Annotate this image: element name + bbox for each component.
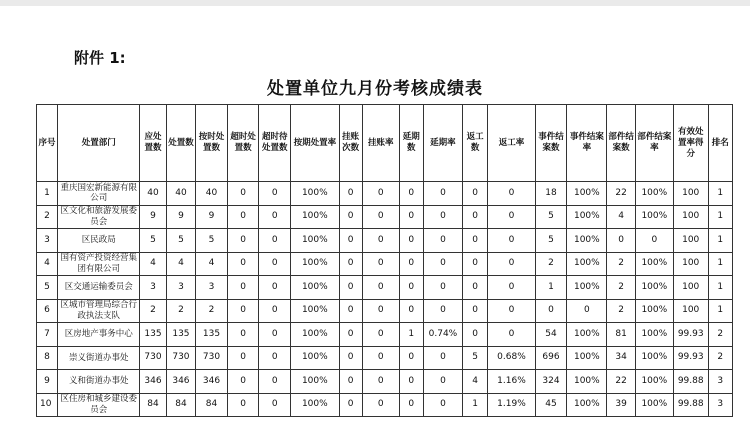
- table-cell: 100%: [567, 252, 607, 276]
- table-header-row: [37, 105, 733, 182]
- table-cell: 1: [37, 182, 58, 206]
- table-cell: 0: [362, 252, 399, 276]
- table-cell: 4: [607, 205, 635, 229]
- table-cell: 0: [488, 323, 535, 347]
- table-cell: 0: [227, 229, 259, 253]
- table-cell: 135: [196, 323, 228, 347]
- table-cell: 1: [708, 276, 732, 300]
- table-cell: 100%: [635, 370, 673, 394]
- table-row: [37, 323, 733, 347]
- table-cell: 100%: [567, 323, 607, 347]
- table-cell: 6: [37, 299, 58, 323]
- table-cell: 100%: [635, 393, 673, 417]
- column-header: 有效处置率得分: [673, 105, 708, 182]
- table-cell: 0: [399, 205, 423, 229]
- table-cell: 40: [166, 182, 196, 206]
- table-cell: 0: [423, 299, 462, 323]
- table-cell: 9: [196, 205, 228, 229]
- table-cell: 2: [607, 276, 635, 300]
- column-header: 事件结案数: [535, 105, 567, 182]
- table-cell: 3: [196, 276, 228, 300]
- department-cell: 重庆国宏新能源有限公司: [58, 182, 140, 206]
- table-cell: 100%: [567, 346, 607, 370]
- table-cell: 100%: [635, 205, 673, 229]
- table-cell: 100%: [291, 182, 340, 206]
- table-cell: 0: [259, 393, 291, 417]
- table-cell: 100: [673, 229, 708, 253]
- table-cell: 4: [37, 252, 58, 276]
- table-cell: 9: [37, 370, 58, 394]
- table-cell: 0: [462, 182, 487, 206]
- table-cell: 5: [166, 229, 196, 253]
- column-header: 事件结案率: [567, 105, 607, 182]
- table-cell: 0: [227, 346, 259, 370]
- table-cell: 0: [423, 182, 462, 206]
- table-cell: 84: [140, 393, 166, 417]
- score-table-container: [36, 104, 733, 417]
- table-cell: 3: [140, 276, 166, 300]
- column-header: 返工率: [488, 105, 535, 182]
- table-row: [37, 299, 733, 323]
- column-header: 延期数: [399, 105, 423, 182]
- table-cell: 0: [462, 252, 487, 276]
- table-cell: 0: [488, 205, 535, 229]
- table-cell: 1: [708, 205, 732, 229]
- viewer-top-strip: [0, 0, 750, 6]
- table-cell: 9: [140, 205, 166, 229]
- table-cell: 0: [339, 393, 362, 417]
- table-cell: 0: [339, 252, 362, 276]
- table-cell: 0: [259, 182, 291, 206]
- table-cell: 2: [708, 323, 732, 347]
- table-cell: 99.93: [673, 346, 708, 370]
- table-cell: 54: [535, 323, 567, 347]
- table-row: [37, 229, 733, 253]
- table-cell: 7: [37, 323, 58, 347]
- table-cell: 0: [488, 182, 535, 206]
- table-cell: 346: [166, 370, 196, 394]
- table-cell: 0: [339, 370, 362, 394]
- table-cell: 39: [607, 393, 635, 417]
- table-cell: 0: [462, 229, 487, 253]
- table-cell: 81: [607, 323, 635, 347]
- table-cell: 5: [535, 205, 567, 229]
- table-cell: 100%: [635, 346, 673, 370]
- table-cell: 40: [140, 182, 166, 206]
- table-cell: 0: [259, 346, 291, 370]
- table-cell: 0: [462, 323, 487, 347]
- table-cell: 0: [635, 229, 673, 253]
- table-cell: 0: [567, 299, 607, 323]
- table-cell: 3: [708, 370, 732, 394]
- table-cell: 0: [259, 229, 291, 253]
- column-header: 应处置数: [140, 105, 166, 182]
- table-cell: 100%: [635, 299, 673, 323]
- department-cell: 崇义街道办事处: [58, 346, 140, 370]
- column-header: 挂账率: [362, 105, 399, 182]
- table-row: [37, 182, 733, 206]
- table-cell: 0: [423, 393, 462, 417]
- table-cell: 0: [362, 229, 399, 253]
- department-cell: 国有资产投资经营集团有限公司: [58, 252, 140, 276]
- table-cell: 100: [673, 252, 708, 276]
- column-header: 按期处置率: [291, 105, 340, 182]
- table-cell: 0: [607, 229, 635, 253]
- table-cell: 1.16%: [488, 370, 535, 394]
- table-cell: 0: [462, 205, 487, 229]
- department-cell: 区民政局: [58, 229, 140, 253]
- table-cell: 3: [166, 276, 196, 300]
- table-cell: 5: [37, 276, 58, 300]
- table-cell: 0: [535, 299, 567, 323]
- table-cell: 99.88: [673, 370, 708, 394]
- table-cell: 100%: [635, 182, 673, 206]
- column-header: 处置数: [166, 105, 196, 182]
- table-cell: 0: [399, 346, 423, 370]
- table-cell: 0: [339, 299, 362, 323]
- table-cell: 100: [673, 299, 708, 323]
- table-cell: 0: [362, 346, 399, 370]
- table-cell: 0: [488, 299, 535, 323]
- table-cell: 2: [607, 252, 635, 276]
- table-cell: 84: [196, 393, 228, 417]
- column-header: 挂账次数: [339, 105, 362, 182]
- table-cell: 100%: [291, 229, 340, 253]
- table-cell: 0: [259, 205, 291, 229]
- column-header: 按时处置数: [196, 105, 228, 182]
- table-cell: 4: [462, 370, 487, 394]
- table-cell: 0: [362, 276, 399, 300]
- table-cell: 324: [535, 370, 567, 394]
- table-cell: 100%: [291, 323, 340, 347]
- table-cell: 0: [227, 276, 259, 300]
- table-cell: 45: [535, 393, 567, 417]
- table-row: [37, 276, 733, 300]
- table-cell: 730: [196, 346, 228, 370]
- table-cell: 0: [362, 370, 399, 394]
- table-cell: 0: [339, 229, 362, 253]
- table-row: [37, 346, 733, 370]
- table-cell: 0: [362, 182, 399, 206]
- table-cell: 100%: [635, 252, 673, 276]
- table-cell: 2: [535, 252, 567, 276]
- column-header: 超时处置数: [227, 105, 259, 182]
- table-cell: 0: [423, 205, 462, 229]
- table-cell: 135: [166, 323, 196, 347]
- table-cell: 100%: [635, 276, 673, 300]
- column-header: 处置部门: [58, 105, 140, 182]
- table-cell: 0: [399, 182, 423, 206]
- table-cell: 346: [196, 370, 228, 394]
- table-cell: 0: [227, 182, 259, 206]
- table-cell: 2: [607, 299, 635, 323]
- score-table: [36, 104, 733, 417]
- table-cell: 100%: [635, 323, 673, 347]
- table-cell: 5: [140, 229, 166, 253]
- table-cell: 100%: [567, 370, 607, 394]
- table-cell: 0: [488, 229, 535, 253]
- table-cell: 3: [37, 229, 58, 253]
- column-header: 部件结案率: [635, 105, 673, 182]
- table-cell: 4: [196, 252, 228, 276]
- table-cell: 100: [673, 182, 708, 206]
- department-cell: 区文化和旅游发展委员会: [58, 205, 140, 229]
- table-cell: 100%: [291, 252, 340, 276]
- department-cell: 区交通运输委员会: [58, 276, 140, 300]
- table-cell: 0: [259, 276, 291, 300]
- table-cell: 0: [423, 346, 462, 370]
- table-cell: 0: [362, 393, 399, 417]
- table-cell: 18: [535, 182, 567, 206]
- table-cell: 2: [37, 205, 58, 229]
- department-cell: 区房地产事务中心: [58, 323, 140, 347]
- table-cell: 0: [339, 205, 362, 229]
- table-cell: 0: [339, 182, 362, 206]
- table-cell: 1.19%: [488, 393, 535, 417]
- column-header: 序号: [37, 105, 58, 182]
- table-cell: 0: [227, 299, 259, 323]
- table-cell: 0: [488, 252, 535, 276]
- table-cell: 2: [166, 299, 196, 323]
- table-cell: 1: [399, 323, 423, 347]
- table-cell: 0: [399, 252, 423, 276]
- table-cell: 0: [423, 276, 462, 300]
- table-cell: 2: [140, 299, 166, 323]
- table-cell: 100%: [291, 205, 340, 229]
- table-cell: 346: [140, 370, 166, 394]
- table-cell: 1: [708, 229, 732, 253]
- table-cell: 0: [259, 370, 291, 394]
- table-cell: 730: [140, 346, 166, 370]
- table-cell: 9: [166, 205, 196, 229]
- table-cell: 99.93: [673, 323, 708, 347]
- table-cell: 0: [423, 370, 462, 394]
- table-cell: 0.68%: [488, 346, 535, 370]
- table-cell: 0: [227, 393, 259, 417]
- table-cell: 135: [140, 323, 166, 347]
- column-header: 返工数: [462, 105, 487, 182]
- table-cell: 0: [259, 299, 291, 323]
- table-cell: 100: [673, 205, 708, 229]
- department-cell: 区城市管理局综合行政执法支队: [58, 299, 140, 323]
- table-cell: 696: [535, 346, 567, 370]
- table-row: [37, 252, 733, 276]
- table-cell: 1: [708, 299, 732, 323]
- table-cell: 0: [227, 370, 259, 394]
- table-cell: 5: [535, 229, 567, 253]
- table-cell: 22: [607, 370, 635, 394]
- column-header: 延期率: [423, 105, 462, 182]
- table-cell: 0: [259, 323, 291, 347]
- table-cell: 100%: [567, 229, 607, 253]
- table-cell: 100%: [567, 205, 607, 229]
- table-cell: 1: [462, 393, 487, 417]
- table-cell: 4: [166, 252, 196, 276]
- table-cell: 22: [607, 182, 635, 206]
- column-header: 部件结案数: [607, 105, 635, 182]
- department-cell: 义和街道办事处: [58, 370, 140, 394]
- page-title: 处置单位九月份考核成绩表: [267, 79, 483, 99]
- table-cell: 100%: [567, 276, 607, 300]
- table-cell: 0: [488, 276, 535, 300]
- table-cell: 100%: [567, 393, 607, 417]
- table-cell: 0: [259, 252, 291, 276]
- table-cell: 40: [196, 182, 228, 206]
- table-cell: 100%: [291, 299, 340, 323]
- table-cell: 0: [227, 205, 259, 229]
- table-cell: 0: [399, 229, 423, 253]
- table-cell: 0: [339, 276, 362, 300]
- table-cell: 84: [166, 393, 196, 417]
- table-cell: 5: [462, 346, 487, 370]
- table-cell: 34: [607, 346, 635, 370]
- table-cell: 4: [140, 252, 166, 276]
- attachment-label: 附件 1:: [74, 49, 126, 67]
- table-cell: 0: [362, 299, 399, 323]
- table-cell: 730: [166, 346, 196, 370]
- table-cell: 100%: [291, 346, 340, 370]
- table-cell: 10: [37, 393, 58, 417]
- table-row: [37, 393, 733, 417]
- table-cell: 0: [362, 205, 399, 229]
- table-cell: 3: [708, 393, 732, 417]
- table-cell: 100: [673, 276, 708, 300]
- table-cell: 2: [196, 299, 228, 323]
- table-cell: 0: [462, 299, 487, 323]
- table-cell: 0: [462, 276, 487, 300]
- table-cell: 2: [708, 346, 732, 370]
- table-cell: 100%: [291, 393, 340, 417]
- table-cell: 0: [227, 323, 259, 347]
- table-row: [37, 370, 733, 394]
- table-cell: 100%: [291, 370, 340, 394]
- department-cell: 区住房和城乡建设委员会: [58, 393, 140, 417]
- table-cell: 0: [423, 229, 462, 253]
- table-row: [37, 205, 733, 229]
- table-cell: 0: [227, 252, 259, 276]
- table-cell: 0: [339, 346, 362, 370]
- table-cell: 0: [423, 252, 462, 276]
- table-cell: 100%: [291, 276, 340, 300]
- table-cell: 0.74%: [423, 323, 462, 347]
- table-cell: 99.88: [673, 393, 708, 417]
- table-cell: 1: [708, 182, 732, 206]
- table-cell: 8: [37, 346, 58, 370]
- table-body: [37, 182, 733, 417]
- table-cell: 0: [399, 370, 423, 394]
- column-header: 排名: [708, 105, 732, 182]
- table-cell: 100%: [567, 182, 607, 206]
- table-cell: 0: [339, 323, 362, 347]
- table-cell: 0: [362, 323, 399, 347]
- table-cell: 0: [399, 393, 423, 417]
- table-cell: 1: [535, 276, 567, 300]
- column-header: 超时待处置数: [259, 105, 291, 182]
- table-cell: 0: [399, 276, 423, 300]
- table-cell: 5: [196, 229, 228, 253]
- table-cell: 1: [708, 252, 732, 276]
- table-cell: 0: [399, 299, 423, 323]
